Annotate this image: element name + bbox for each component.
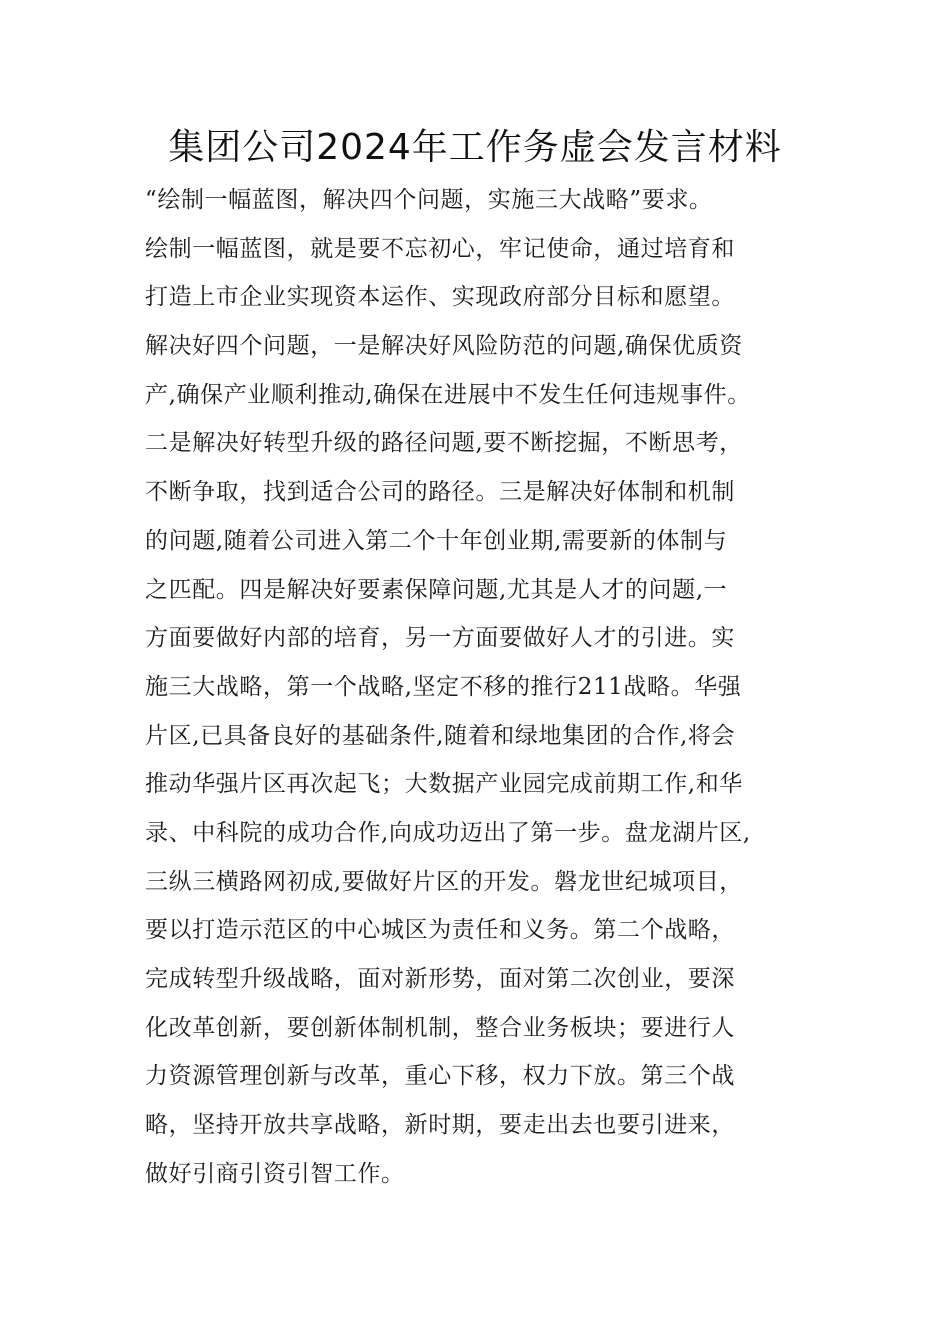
body-line: 产,确保产业顺利推动,确保在进展中不发生任何违规事件。	[145, 381, 751, 408]
body-line: 要以打造示范区的中心城区为责任和义务。第二个战略，	[145, 917, 735, 944]
body-line: 化改革创新，要创新体制机制，整合业务板块；要进行人	[145, 1014, 735, 1041]
body-line: 解决好四个问题，一是解决好风险防范的问题,确保优质资	[145, 333, 743, 360]
body-line: 略，坚持开放共享战略，新时期，要走出去也要引进来，	[145, 1112, 735, 1139]
body-line: “绘制一幅蓝图，解决四个问题，实施三大战略”要求。	[145, 187, 713, 213]
body-line: 三纵三横路网初成,要做好片区的开发。磐龙世纪城项目，	[145, 868, 743, 895]
body-line: 之匹配。四是解决好要素保障问题,尤其是人才的问题,一	[145, 576, 728, 603]
body-line: 力资源管理创新与改革，重心下移，权力下放。第三个战	[145, 1063, 735, 1090]
body-line: 不断争取，找到适合公司的路径。三是解决好体制和机制	[145, 479, 735, 506]
document-title: 集团公司2024年工作务虚会发言材料	[168, 127, 782, 168]
body-line: 录、中科院的成功合作,向成功迈出了第一步。盘龙湖片区,	[145, 819, 751, 846]
body-line: 的问题,随着公司进入第二个十年创业期,需要新的体制与	[145, 527, 728, 554]
body-line: 推动华强片区再次起飞；大数据产业园完成前期工作,和华	[145, 771, 743, 798]
body-line: 二是解决好转型升级的路径问题,要不断挖掘，不断思考，	[145, 430, 743, 457]
body-line: 完成转型升级战略，面对新形势，面对第二次创业，要深	[145, 966, 735, 992]
body-line: 做好引商引资引智工作。	[145, 1160, 405, 1187]
body-line: 绘制一幅蓝图，就是要不忘初心，牢记使命，通过培育和	[145, 235, 735, 262]
body-line: 施三大战略，第一个战略,坚定不移的推行211战略。华强	[145, 673, 742, 700]
body-line: 片区,已具备良好的基础条件,随着和绿地集团的合作,将会	[145, 722, 736, 749]
body-line: 方面要做好内部的培育，另一方面要做好人才的引进。实	[145, 625, 735, 652]
document-body	[145, 176, 825, 1198]
body-line: 打造上市企业实现资本运作、实现政府部分目标和愿望。	[145, 284, 735, 311]
